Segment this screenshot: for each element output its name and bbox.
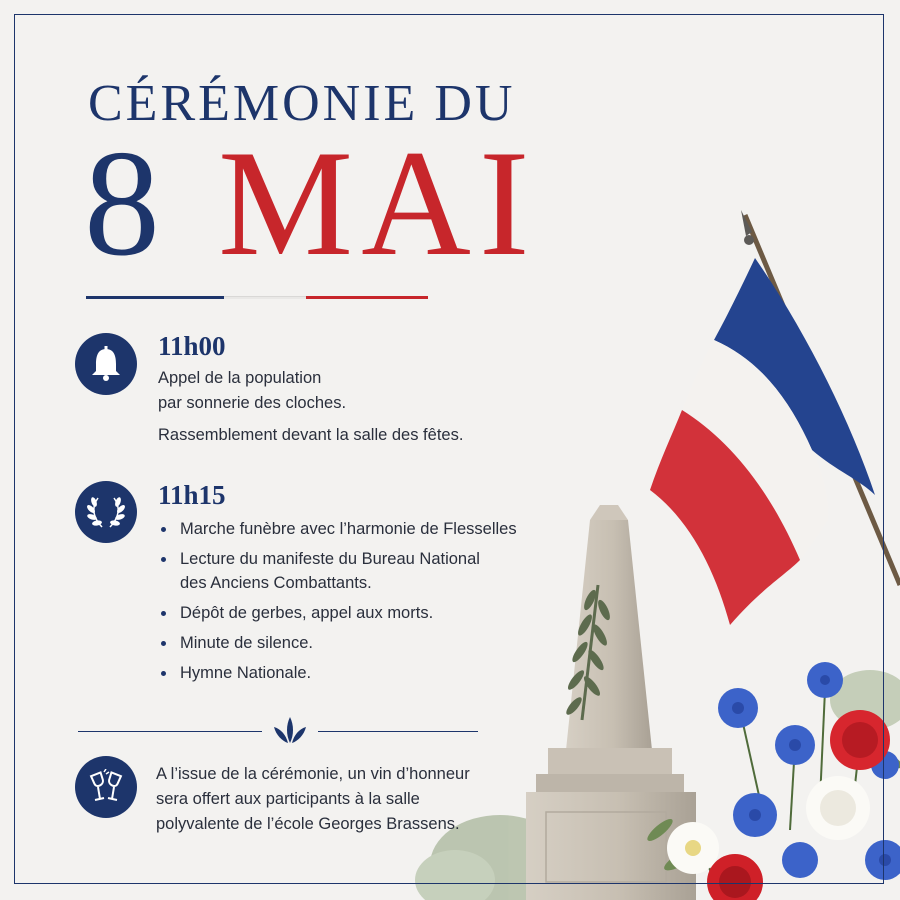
wine-glasses-icon bbox=[75, 756, 137, 818]
list-item: Lecture du manifeste du Bureau National des Anciens Combattants. bbox=[158, 547, 517, 595]
laurel-wreath-icon bbox=[75, 481, 137, 543]
title-day: 8 bbox=[84, 119, 160, 287]
bell-icon bbox=[75, 333, 137, 395]
title-month: MAI bbox=[218, 119, 538, 287]
event-text: par sonnerie des cloches. bbox=[158, 394, 347, 412]
leaf-ornament-icon bbox=[272, 715, 308, 750]
title-date bbox=[84, 119, 538, 287]
footer-text: sera offert aux participants à la salle bbox=[156, 790, 420, 808]
ceremony-program-list bbox=[158, 517, 517, 685]
tricolor-divider bbox=[86, 296, 428, 299]
divider-line bbox=[318, 731, 478, 732]
event-time: 11h00 bbox=[158, 331, 226, 361]
event-text: Rassemblement devant la salle des fêtes. bbox=[158, 426, 464, 444]
divider-line bbox=[78, 731, 262, 732]
list-item: Minute de silence. bbox=[158, 631, 517, 655]
event-text: Appel de la population bbox=[158, 369, 322, 387]
event-time: 11h15 bbox=[158, 480, 226, 510]
footer-text: A l’issue de la cérémonie, un vin d’honneur bbox=[156, 765, 470, 783]
list-item: Marche funèbre avec l’harmonie de Flesselles bbox=[158, 517, 517, 541]
footer-text: polyvalente de l’école Georges Brassens. bbox=[156, 815, 460, 833]
list-item: Dépôt de gerbes, appel aux morts. bbox=[158, 601, 517, 625]
list-item: Hymne Nationale. bbox=[158, 661, 517, 685]
title-line1: CÉRÉMONIE DU bbox=[88, 75, 516, 132]
